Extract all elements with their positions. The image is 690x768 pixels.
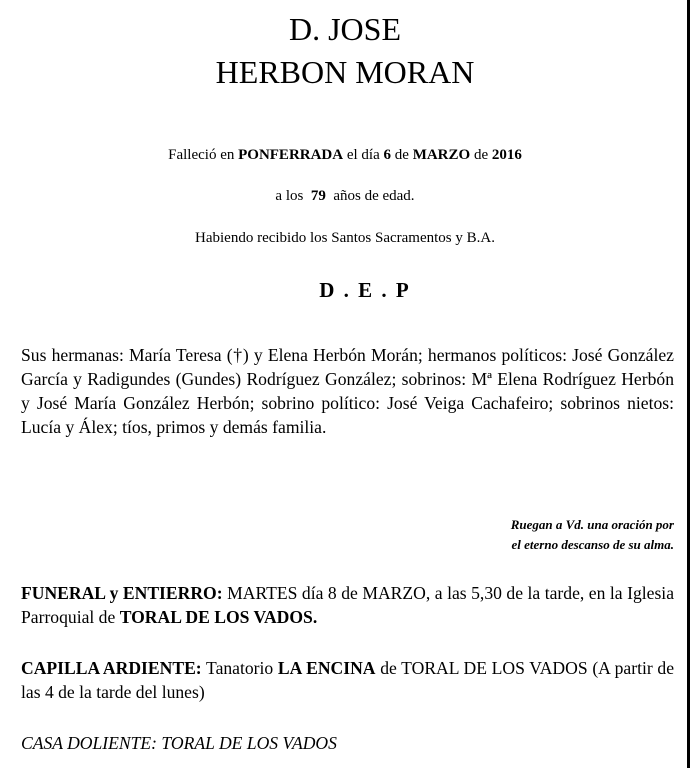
- deceased-name-line2: HERBON MORAN: [215, 54, 475, 90]
- death-mid3: de: [473, 147, 489, 163]
- death-mid2: de: [394, 147, 409, 163]
- funeral-text: MARTES día 8 de MARZO, a las 5,30 de la tarde, en la Iglesia Parroquial de: [21, 583, 675, 627]
- capilla-place: LA ENCINA: [277, 658, 376, 678]
- age-info: [0, 187, 690, 205]
- prayer-line2: el eterno descanso de su alma.: [511, 537, 674, 552]
- death-month: MARZO: [412, 147, 471, 163]
- death-year: 2016: [491, 147, 522, 163]
- age-value: 79: [310, 188, 326, 204]
- age-prefix: a los: [275, 188, 304, 204]
- funeral-label: FUNERAL y ENTIERRO:: [21, 583, 223, 603]
- death-prefix: Falleció en: [168, 147, 235, 163]
- family-paragraph: Sus hermanas: María Teresa (†) y Elena Herbón Morán; hermanos políticos: José González García y Radigundes (Gundes) Rodríguez González; sobrinos: Mª Elena Rodríguez Herbón y José María González Herbón; sobrino político: José Veiga Cachafeiro; sobrinos nietos: Lucía y Álex; tíos, primos y demás familia.: [21, 345, 674, 437]
- age-suffix: años de edad.: [333, 188, 415, 204]
- death-day: 6: [383, 147, 392, 163]
- death-mid1: el día: [346, 147, 380, 163]
- casa-doliente: CASA DOLIENTE: TORAL DE LOS VADOS: [21, 733, 337, 753]
- prayer-line1: Ruegan a Vd. una oración por: [510, 517, 674, 532]
- death-info: [0, 146, 690, 164]
- prayer-request: [511, 515, 674, 555]
- funeral-place: TORAL DE LOS VADOS.: [119, 607, 318, 627]
- funeral-paragraph: [21, 581, 674, 629]
- capilla-text1: Tanatorio: [206, 658, 274, 678]
- capilla-label: CAPILLA ARDIENTE:: [21, 658, 202, 678]
- dep-heading: D . E . P: [319, 278, 411, 302]
- sacraments-line: Habiendo recibido los Santos Sacramentos y B.A.: [195, 230, 495, 246]
- death-place: PONFERRADA: [238, 147, 344, 163]
- deceased-name-line1: D. JOSE: [288, 11, 401, 47]
- capilla-paragraph: [21, 656, 674, 704]
- capilla-text2: de TORAL DE LOS VADOS (A partir de las 4 de la tarde del lunes): [21, 658, 675, 702]
